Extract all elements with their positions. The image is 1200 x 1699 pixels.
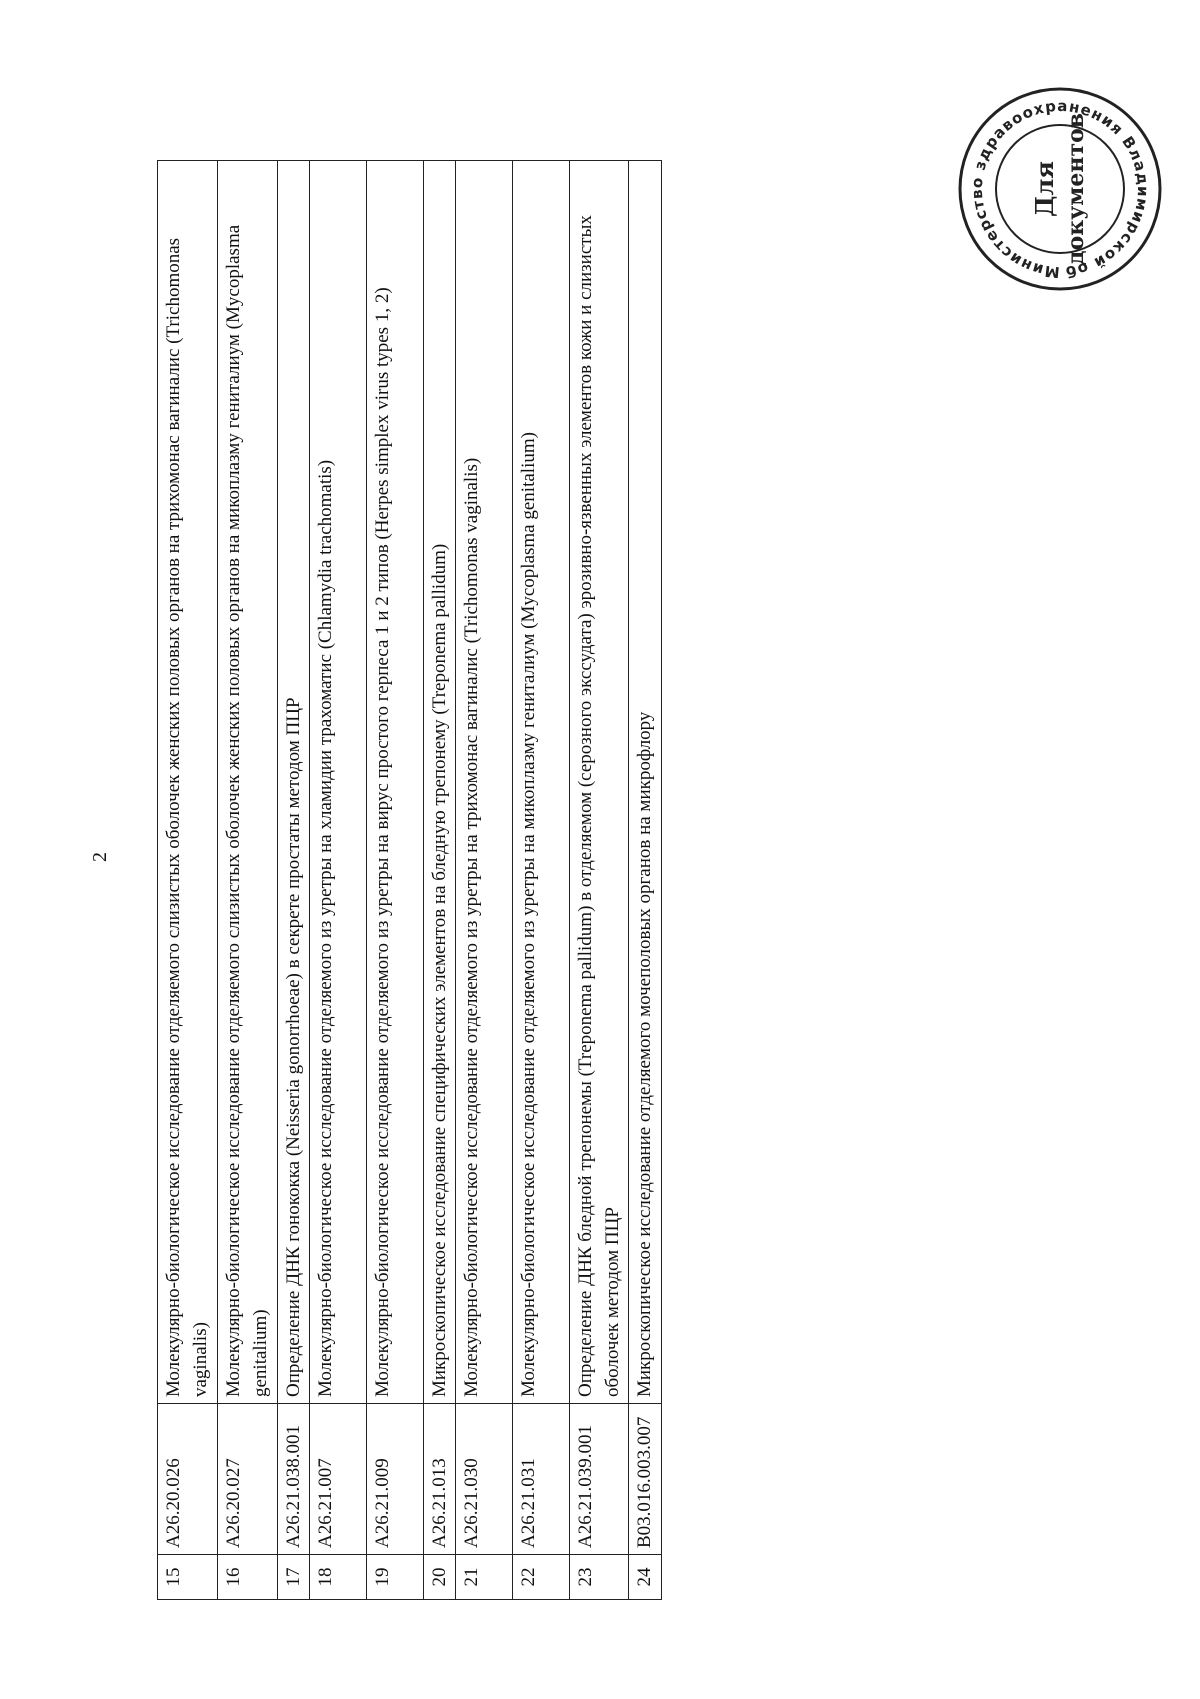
row-number: 20 <box>423 1555 455 1600</box>
service-code: A26.21.013 <box>423 1404 455 1555</box>
services-table <box>157 160 662 1600</box>
table-row <box>217 161 277 1600</box>
service-name: Молекулярно-биологическое исследование отделяемого слизистых оболочек женских половых органов на трихомонас вагиналис (Trichomonas vaginalis) <box>158 161 218 1404</box>
service-code: A26.20.027 <box>217 1404 277 1555</box>
row-number: 22 <box>512 1555 569 1600</box>
service-name: Молекулярно-биологическое исследование отделяемого слизистых оболочек женских половых органов на микоплазму гениталиум (Mycoplasma genitalium) <box>217 161 277 1404</box>
service-code: A26.21.038.001 <box>277 1404 309 1555</box>
table-row <box>512 161 569 1600</box>
row-number: 21 <box>456 1555 513 1600</box>
service-code: B03.016.003.007 <box>629 1404 662 1555</box>
table-row <box>366 161 423 1600</box>
stamp-ring-text: Министерство здравоохранения Владимирской об <box>967 96 1153 282</box>
service-name: Молекулярно-биологическое исследование отделяемого из уретры на трихомонас вагиналис (Trichomonas vaginalis) <box>456 161 513 1404</box>
service-code: A26.21.031 <box>512 1404 569 1555</box>
row-number: 23 <box>569 1555 629 1600</box>
service-code: A26.21.039.001 <box>569 1404 629 1555</box>
table-row <box>569 161 629 1600</box>
row-number: 18 <box>310 1555 367 1600</box>
table-row <box>629 161 662 1600</box>
official-stamp <box>955 84 1165 294</box>
stamp-center-line2: документов <box>1063 112 1089 266</box>
table-row <box>423 161 455 1600</box>
service-name: Определение ДНК гонококка (Neisseria gonorrhoeae) в секрете простаты методом ПЦР <box>277 161 309 1404</box>
row-number: 19 <box>366 1555 423 1600</box>
row-number: 16 <box>217 1555 277 1600</box>
services-table-container <box>157 160 662 1600</box>
service-name: Молекулярно-биологическое исследование отделяемого из уретры на микоплазму гениталиум (Mycoplasma genitalium) <box>512 161 569 1404</box>
service-code: A26.20.026 <box>158 1404 218 1555</box>
service-name: Молекулярно-биологическое исследование отделяемого из уретры на хламидии трахоматис (Chlamydia trachomatis) <box>310 161 367 1404</box>
table-row <box>310 161 367 1600</box>
row-number: 24 <box>629 1555 662 1600</box>
service-code: A26.21.007 <box>310 1404 367 1555</box>
stamp-center-line1: Для <box>1030 161 1059 217</box>
service-name: Микроскопическое исследование специфических элементов на бледную трепонему (Treponema pallidum) <box>423 161 455 1404</box>
stamp-seal-icon <box>955 84 1165 294</box>
service-name: Микроскопическое исследование отделяемого мочеполовых органов на микрофлору <box>629 161 662 1404</box>
page-number: 2 <box>89 852 111 862</box>
service-code: A26.21.030 <box>456 1404 513 1555</box>
service-name: Определение ДНК бледной трепонемы (Treponema pallidum) в отделяемом (серозного экссудата) эрозивно-язвенных элементов кожи и слизистых оболочек методом ПЦР <box>569 161 629 1404</box>
service-name: Молекулярно-биологическое исследование отделяемого из уретры на вирус простого герпеса 1 и 2 типов (Herpes simplex virus types 1, 2) <box>366 161 423 1404</box>
table-row <box>277 161 309 1600</box>
row-number: 15 <box>158 1555 218 1600</box>
table-row <box>158 161 218 1600</box>
table-row <box>456 161 513 1600</box>
row-number: 17 <box>277 1555 309 1600</box>
service-code: A26.21.009 <box>366 1404 423 1555</box>
